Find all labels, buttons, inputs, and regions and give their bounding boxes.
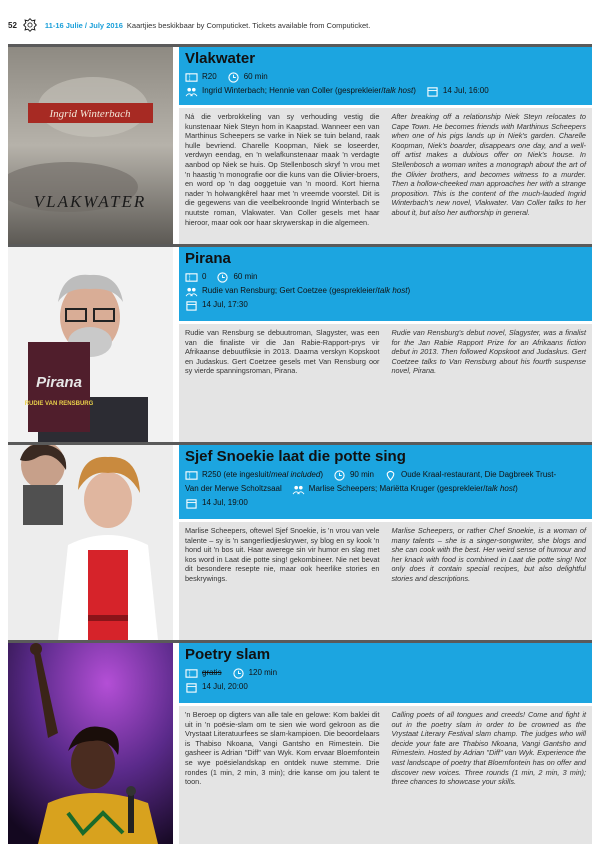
description-english: After breaking off a relationship Niek Steyn relocates to Cape Town. He becomes friends with Marthinus Scheepers when one of his pigs lands up in Niek's garden. Charelle Koopman, Niek's boarder, disappears one day, and a well-off artist makes a dubious offer on Niek's house. In Stellenbosch a woman writes a monograph about the art of the Olivier brothers, and becomes witness to a murder. Then a hollow-cheeked man approaches her with a strange proposition. This is the content of the much-lauded Ingrid Winterbach's new novel, Vlakwater. Van Coller talks to her about it, but also her authorship in general.: [391, 112, 586, 217]
event-duration: 60 min: [243, 72, 268, 81]
event-people: Rudie van Rensburg; Gert Coetzee (gesprekleier/talk host): [202, 286, 411, 295]
page-header: [8, 16, 370, 34]
description-english: Calling poets of all tongues and creeds! Come and fight it out in the poetry slam in order to be crowned as the Vrystaat Literary Festival slam champ. The judges who will decide your fate are Thabiso Nkoana, Vangi Gantsho and Rimestein. Hosted by Adrian "Diff" van Wyk. Experience the vast landscape of poetry that Bloemfontein has on offer and discover new voices. Three rounds (1 min, 2 min, 3 min); three chances to showcase your skills.: [391, 710, 586, 787]
ticket-info: Kaartjies beskikbaar by Computicket. Tickets available from Computicket.: [126, 20, 371, 30]
event-description: [179, 706, 592, 844]
event-title: Vlakwater: [185, 50, 256, 67]
event-info-box: [179, 643, 592, 703]
event-venue-cont: Van der Merwe Scholtzsaal: [185, 484, 282, 493]
description-afrikaans: Marlise Scheepers, oftewel Sjef Snoekie, is 'n vrou van vele talente – sy is 'n sangerliedjieskrywer, sy blog en sy kook 'n hond uit 'n bos uit. Haar awerege sin vir humor en slag met kos word in Laat die potte sing! gekombineer. Nie net bevat dit besondere resepte nie, maar ook heerlike stories en beskrywings.: [185, 526, 380, 583]
description-afrikaans: 'n Beroep op digters van alle tale en gelowe: Kom baklei dit uit in 'n poësie-slam om te sien wie word gekroon as die Vrystaat Literatuurfees se slam-kampioen. Die beoordelaars is Thabiso Nkoana, Vangi Gantsho en Rimestein. Die gasheer is Adrian "Diff" van Wyk. Kom ervaar Bloemfontein se wye poësielandskap en ontdek nuwe stemme. Drie rondes (1 min, 2 min, 3 min); drie kanse om jou talent te toon.: [185, 710, 380, 787]
description-english: Rudie van Rensburg's debut novel, Slagyster, was a finalist for the Jan Rabie Rapport Prize for an Afrikaans fiction debut in 2013. Then followed Kopskoot and Judaskus. Gert Coetzee talks to Van Rensburg about his fourth suspense novel, Pirana.: [391, 328, 586, 376]
description-afrikaans: Ná die verbrokkeling van sy verhouding vestig die kunstenaar Niek Steyn hom in Kaapstad. Wanneer een van Marthinus Scheepers se varke in Niek se tuin beland, raak hulle bevriend. Charelle Koopman, Niek se loseerder, verdwyn eendag, en 'n welafkunstenaar maak 'n verdagte aanbod op Niek se huis. Op Stellenbosch skryf 'n vrou met 'n haastig 'n monografie oor die kuns van die Olivier-broers, en word op 'n dag ooggetuie van 'n moord. Kort hierna nader 'n holwangkêrel haar met 'n vreemde voorstel. Dit is die gegewens van die veelbekroonde Ingrid Winterbach se nuutste roman, Vlakwater. Van Coller gesels met haar hieroor, maar ook oor haar skrywerskap in die algemeen.: [185, 112, 380, 227]
description-english: Marlise Scheepers, or rather Chef Snoekie, is a woman of many talents – she is a singer-songwriter, she blogs and she can cook with the best. Her weird sense of humour and her knack with food is combined in Laat die potte sing! Not only does it contain special recipes, but also delightful stories and descriptions.: [391, 526, 586, 583]
event-entry: [8, 44, 592, 244]
event-date: 14 Jul, 16:00: [442, 86, 489, 95]
festival-logo-icon: [23, 18, 37, 32]
calendar-icon: [185, 300, 198, 311]
people-icon: [292, 484, 305, 495]
book-author-text: RUDIE VAN RENSBURG: [24, 401, 94, 407]
event-price: 0: [202, 272, 207, 281]
event-duration: 90 min: [349, 470, 374, 479]
event-info-box: [179, 47, 592, 105]
event-price: gratis: [202, 668, 222, 677]
people-icon: [185, 286, 198, 297]
event-title: Sjef Snoekie laat die potte sing: [185, 448, 406, 465]
event-duration: 60 min: [233, 272, 258, 281]
event-description: [179, 324, 592, 442]
location-pin-icon: [384, 470, 397, 481]
event-price: R250 (ete ingesluit/meal included): [202, 470, 323, 479]
book-title-text: Pirana: [36, 374, 82, 391]
book-cover-image: [8, 47, 173, 244]
author-photo: [8, 247, 173, 442]
page-number: 52: [8, 20, 17, 30]
event-entry: [8, 244, 592, 442]
event-entry: [8, 640, 592, 844]
event-duration: 120 min: [248, 668, 278, 677]
festival-dates: 11-16 Julie / July 2016: [44, 20, 123, 30]
calendar-icon: [185, 498, 198, 509]
event-entry: [8, 442, 592, 640]
book-author-text: Ingrid Winterbach: [49, 108, 131, 120]
description-afrikaans: Rudie van Rensburg se debuutroman, Slagyster, was een van die finaliste vir die Jan Rabie-Rapport-prys vir Afrikaanse debuutfiksie in 2013. Daarna verskyn Kopskoot en Judaskus. Gert Coetzee gesels met Van Rensburg oor sy vierde spanningsroman, Pirana.: [185, 328, 380, 376]
people-icon: [185, 86, 198, 97]
event-info-box: [179, 445, 592, 519]
clock-icon: [232, 668, 245, 679]
clock-icon: [227, 72, 240, 83]
event-title: Pirana: [185, 250, 231, 267]
event-people: Ingrid Winterbach; Hennie van Coller (gesprekleier/talk host): [202, 86, 416, 95]
ticket-icon: [185, 72, 198, 83]
event-description: [179, 108, 592, 244]
performer-photo: [8, 643, 173, 844]
ticket-icon: [185, 668, 198, 679]
calendar-icon: [185, 682, 198, 693]
clock-icon: [216, 272, 229, 283]
ticket-icon: [185, 272, 198, 283]
event-description: [179, 522, 592, 640]
event-date: 14 Jul, 19:00: [202, 498, 248, 507]
calendar-icon: [426, 86, 439, 97]
event-date: 14 Jul, 20:00: [202, 682, 248, 691]
event-title: Poetry slam: [185, 646, 271, 663]
event-price: R20: [202, 72, 217, 81]
clock-icon: [333, 470, 346, 481]
event-date: 14 Jul, 17:30: [202, 300, 248, 309]
event-people: Marlise Scheepers; Mariëtta Kruger (gesprekleier/talk host): [308, 484, 518, 493]
event-venue: Oude Kraal-restaurant, Die Dagbreek Trust-: [401, 470, 557, 479]
author-photo: [8, 445, 173, 640]
ticket-icon: [185, 470, 198, 481]
book-title-text: VLAKWATER: [33, 192, 147, 211]
event-info-box: [179, 247, 592, 321]
